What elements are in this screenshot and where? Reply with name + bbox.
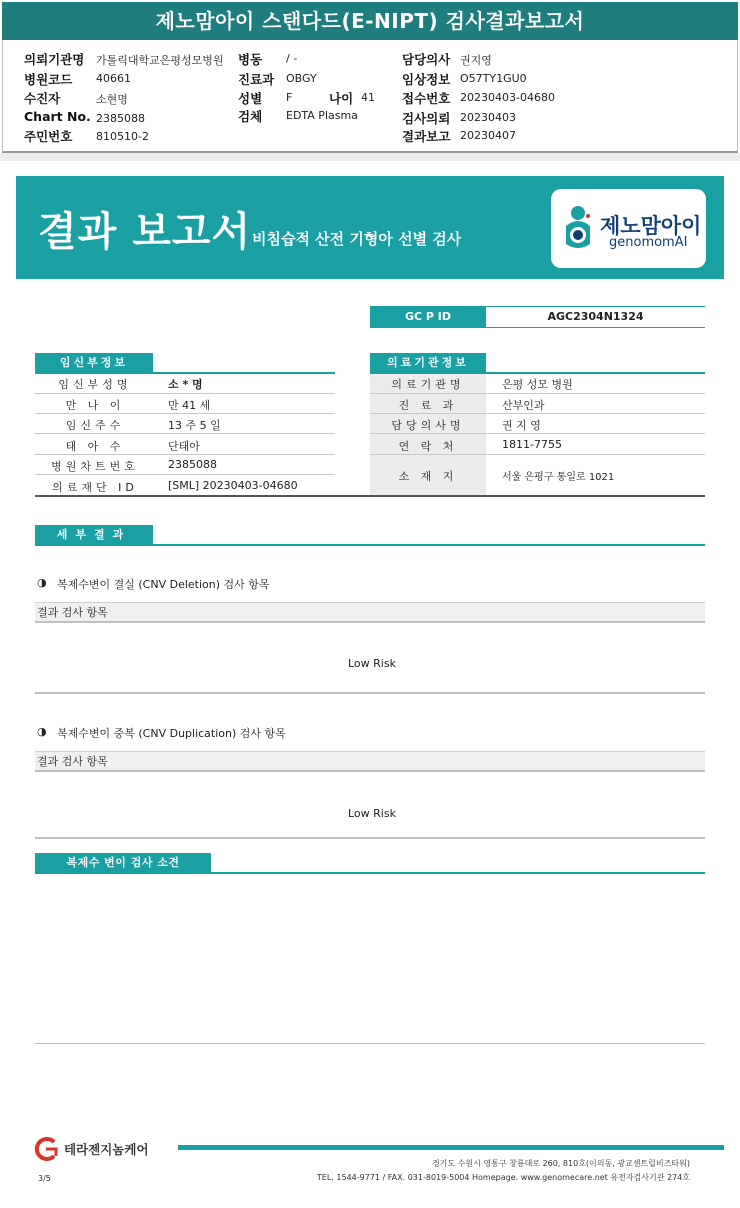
field-label-request-date: 검사의뢰 [402,111,451,126]
field-value-patient: 소현명 [96,93,128,106]
field-value-department: OBGY [286,72,317,85]
field-value-request-date: 20230403 [460,111,516,124]
footer-contact: TEL. 1544-9771 / FAX. 031-8019-5004 Homepage. www.genomecare.net 유전자검사기관 274호 [316,1173,690,1182]
field-value-hospital-code: 40661 [96,72,131,85]
row-divider [370,433,705,434]
pregnancy-value-chart: 2385088 [168,458,217,471]
pregnancy-info-tab: 임신부정보 [35,353,153,373]
logo-korean-text: 제노맘아이 [600,214,702,238]
pregnancy-label-chart: 병원차트번호 [51,460,139,473]
cnv-deletion-result: Low Risk [348,657,396,670]
institution-label-location: 소 재 지 [398,470,458,483]
findings-line [35,872,705,874]
pregnancy-label-name: 임신부성명 [58,378,132,391]
institution-value-location: 서울 은평구 통일로 1021 [502,472,615,483]
field-label-specimen: 검체 [238,109,263,124]
institution-label-department: 진 료 과 [398,399,458,412]
mother-baby-icon [560,204,596,252]
pregnancy-info-line [35,372,335,374]
page-number: 3/5 [38,1174,51,1183]
field-value-specimen: EDTA Plasma [286,109,358,122]
half-circle-icon: ◑ [37,576,47,589]
institution-value-name: 은평 성모 병원 [502,378,573,391]
row-divider [370,413,705,414]
institution-label-doctor: 담당의사명 [391,419,465,432]
field-label-clinical-info: 임상정보 [402,72,451,87]
cnv-duplication-row-label: 결과 검사 항목 [35,751,705,772]
field-label-institution: 의뢰기관명 [24,52,85,67]
pregnancy-label-fetus: 태 아 수 [65,440,125,453]
field-label-ward: 병동 [238,52,263,67]
banner-subtitle: 비침습적 산전 기형아 선별 검사 [252,230,462,248]
field-value-accession-no: 20230403-04680 [460,91,555,104]
field-label-department: 진료과 [238,72,275,87]
details-line [35,544,705,546]
pregnancy-label-age: 만 나 이 [65,399,125,412]
field-label-hospital-code: 병원코드 [24,72,73,87]
findings-bottom-border [35,1043,705,1044]
institution-info-tab: 의료기관정보 [370,353,486,373]
cnv-duplication-heading: 복제수변이 중복 (CNV Duplication) 검사 항목 [57,727,286,740]
field-label-age: 나이 [329,91,354,106]
gcp-id-value: AGC2304N1324 [486,306,705,328]
terragen-logo-icon [32,1137,62,1161]
field-label-patient: 수진자 [24,91,61,106]
field-label-sex: 성별 [238,91,263,106]
field-label-resident-no: 주민번호 [24,129,73,144]
pregnancy-value-age: 만 41 세 [168,399,211,412]
footer-line [178,1145,724,1150]
pregnancy-label-weeks: 임신주수 [65,419,125,432]
field-value-report-date: 20230407 [460,129,516,142]
company-name: 테라젠지놈케어 [64,1142,149,1157]
logo-english-text: genomomAI [609,235,688,250]
institution-value-doctor: 권 지 영 [502,419,541,432]
banner-title: 결과 보고서 [38,209,252,255]
row-divider [35,474,335,475]
findings-tab: 복제수 변이 검사 소견 [35,853,211,873]
field-label-doctor: 담당의사 [402,52,451,67]
institution-label-phone: 연 락 처 [398,440,458,453]
footer-address: 경기도 수원시 영통구 창룡대로 260, 810호(이의동, 광교센트럴비즈타워) [431,1159,690,1168]
half-circle-icon: ◑ [37,725,47,738]
field-value-institution: 가톨릭대학교은평성모병원 [96,54,224,67]
cnv-deletion-heading: 복제수변이 결실 (CNV Deletion) 검사 항목 [57,578,270,591]
institution-label-name: 의료기관명 [391,378,465,391]
field-label-chart-no: Chart No. [24,109,91,124]
field-label-accession-no: 접수번호 [402,91,451,106]
row-divider [370,454,705,455]
row-divider [35,433,335,434]
pregnancy-value-name: 소 * 명 [168,378,203,391]
deletion-bottom-border [35,692,705,694]
field-value-age: 41 [361,91,375,104]
cnv-duplication-result: Low Risk [348,807,396,820]
row-divider [370,393,705,394]
pregnancy-label-foundation-id: 의료재단 ID [52,481,138,494]
pregnancy-value-fetus: 단태아 [168,440,200,453]
cnv-deletion-row-label: 결과 검사 항목 [35,602,705,623]
field-value-clinical-info: O57TY1GU0 [460,72,527,85]
pregnancy-value-foundation-id: [SML] 20230403-04680 [168,479,298,492]
field-value-doctor: 권지영 [460,54,492,67]
row-divider [35,413,335,414]
institution-value-department: 산부인과 [502,399,545,412]
institution-value-phone: 1811-7755 [502,438,562,451]
info-table-bottom-border [35,495,705,497]
pregnancy-value-weeks: 13 주 5 일 [168,419,221,432]
field-value-sex: F [286,91,293,104]
field-value-chart-no: 2385088 [96,112,145,125]
header-divider [0,153,740,161]
report-title: 제노맘아이 스탠다드(E-NIPT) 검사결과보고서 [2,2,738,40]
field-label-report-date: 결과보고 [402,129,451,144]
row-divider [35,454,335,455]
details-tab: 세부결과 [35,525,153,545]
field-value-resident-no: 810510-2 [96,130,149,143]
row-divider [35,393,335,394]
gcp-id-label: GC P ID [370,306,486,328]
duplication-bottom-border [35,837,705,839]
field-value-ward: / - [286,52,298,65]
